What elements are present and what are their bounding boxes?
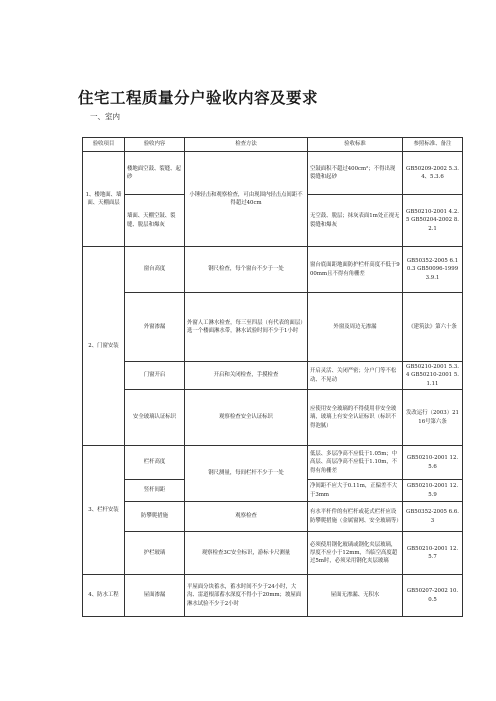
reference-cell: GB50352-2005 6.10.3 GB50096-1999 3.9.1 (403, 247, 463, 293)
reference-cell: GB50210-2001 12.5.7 (403, 532, 463, 575)
header-cell: 检查方法 (185, 138, 308, 152)
method-cell: 开启和关闭检查，手摸检查 (185, 362, 308, 390)
table-row (83, 575, 463, 617)
standard-cell: 低层、多层净高不应低于1.05m；中高层、高层净高不应低于1.10m，不得有角栅差 (308, 446, 403, 480)
reference-cell: GB50210-2001 12.5.6 (403, 446, 463, 480)
content-cell: 防攀爬措施 (125, 502, 185, 532)
standard-cell: 屋面无渗漏、无积水 (308, 575, 403, 617)
table-row (83, 152, 463, 195)
standard-cell: 外窗及周边无渗漏 (308, 293, 403, 362)
standard-cell: 有水平杆件的有栏杆或花式栏杆应设防攀爬措施（金属窗网、安全玻璃等） (308, 502, 403, 532)
method-cell: 外窗人工淋水检查，每三至四层（有代表的面层）选一个楼面淋水带，淋水试验时间不少于1小时 (185, 293, 308, 362)
content-cell: 墙面、天棚空鼓、裂缝、脱层和爆灰 (125, 195, 185, 247)
standard-cell: 无空鼓、脱层；抹灰表面1m处正视无裂缝和爆灰 (308, 195, 403, 247)
standard-cell: 净间距不应大于0.11m，正偏差不大于3mm (308, 480, 403, 502)
method-cell: 观察检查 (185, 502, 308, 532)
method-cell: 观察检查安全认证标识 (185, 390, 308, 446)
reference-cell: GB50209-2002 5.3.4、5.3.6 (403, 152, 463, 195)
header-cell: 参照标准、备注 (403, 138, 463, 152)
content-cell: 安全玻璃认证标识 (125, 390, 185, 446)
table-row (83, 446, 463, 480)
method-cell: 小锤轻击和观察检查，可由现围内轻击点间距不得超过40cm (185, 152, 308, 247)
item-cell: 3、栏杆安装 (83, 446, 125, 575)
method-cell: 钢尺检查，每个窗台不少于一处 (185, 247, 308, 293)
standard-cell: 空鼓面积不超过400cm²；不得出现裂缝和起砂 (308, 152, 403, 195)
content-cell: 楼地面空鼓、裂缝、起砂 (125, 152, 185, 195)
content-cell: 外窗渗漏 (125, 293, 185, 362)
table-row (83, 532, 463, 575)
acceptance-table (82, 137, 463, 617)
table-row (83, 247, 463, 293)
content-cell: 护栏玻璃 (125, 532, 185, 575)
section-heading: 一、室内 (90, 112, 120, 121)
header-cell: 验收内容 (125, 138, 185, 152)
standard-cell: 必须使用钢化玻璃或钢化夹层玻璃，厚度不应小于12mm，当临空高度超过5m时，必须采用钢化夹层玻璃 (308, 532, 403, 575)
table-header-row (83, 138, 463, 152)
content-cell: 窗台高度 (125, 247, 185, 293)
content-cell: 栏杆高度 (125, 446, 185, 480)
standard-cell: 应使用安全玻璃的不得使用非安全玻璃，玻璃上有安全认证标识（标识不得泡腻） (308, 390, 403, 446)
content-cell: 屋面渗漏 (125, 575, 185, 617)
page-title: 住宅工程质量分户验收内容及要求 (78, 89, 319, 107)
item-cell: 4、防水工程 (83, 575, 125, 617)
table-row (83, 390, 463, 446)
reference-cell: 《建筑法》第六十条 (403, 293, 463, 362)
reference-cell: GB50210-2001 5.3.4 GB50210-2001 5.1.11 (403, 362, 463, 390)
table-row (83, 362, 463, 390)
reference-cell: GB50352-2005 6.6.3 (403, 502, 463, 532)
content-cell: 竖杆间距 (125, 480, 185, 502)
table-row (83, 293, 463, 362)
reference-cell: GB50210-2001 4.2.5 GB50204-2002 8.2.1 (403, 195, 463, 247)
method-cell: 观察检查3C安全标识，游标卡尺测量 (185, 532, 308, 575)
reference-cell: 发改运行（2003）2116号第六条 (403, 390, 463, 446)
standard-cell: 窗台底面距地面防护栏杆高度不低于900mm且不得有角栅差 (308, 247, 403, 293)
item-cell: 2、门窗安装 (83, 247, 125, 446)
header-cell: 验收标准 (308, 138, 403, 152)
header-cell: 验收项目 (83, 138, 125, 152)
item-cell: 1、楼地面、墙面、天棚面层 (83, 152, 125, 247)
method-cell: 平屋面分块蓄水，蓄水时间不少于24小时，大沟、雷道根部蓄水深度不得小于20mm；坡屋面淋水试验不少于2小时 (185, 575, 308, 617)
content-cell: 门窗开启 (125, 362, 185, 390)
reference-cell: GB50210-2001 12.5.9 (403, 480, 463, 502)
reference-cell: GB50207-2002 10.0.5 (403, 575, 463, 617)
table-row (83, 502, 463, 532)
method-cell: 钢尺测量，每间栏杆不少于一处 (185, 446, 308, 502)
standard-cell: 开启灵活、关闭严密；分户门等不松动、不晃动 (308, 362, 403, 390)
